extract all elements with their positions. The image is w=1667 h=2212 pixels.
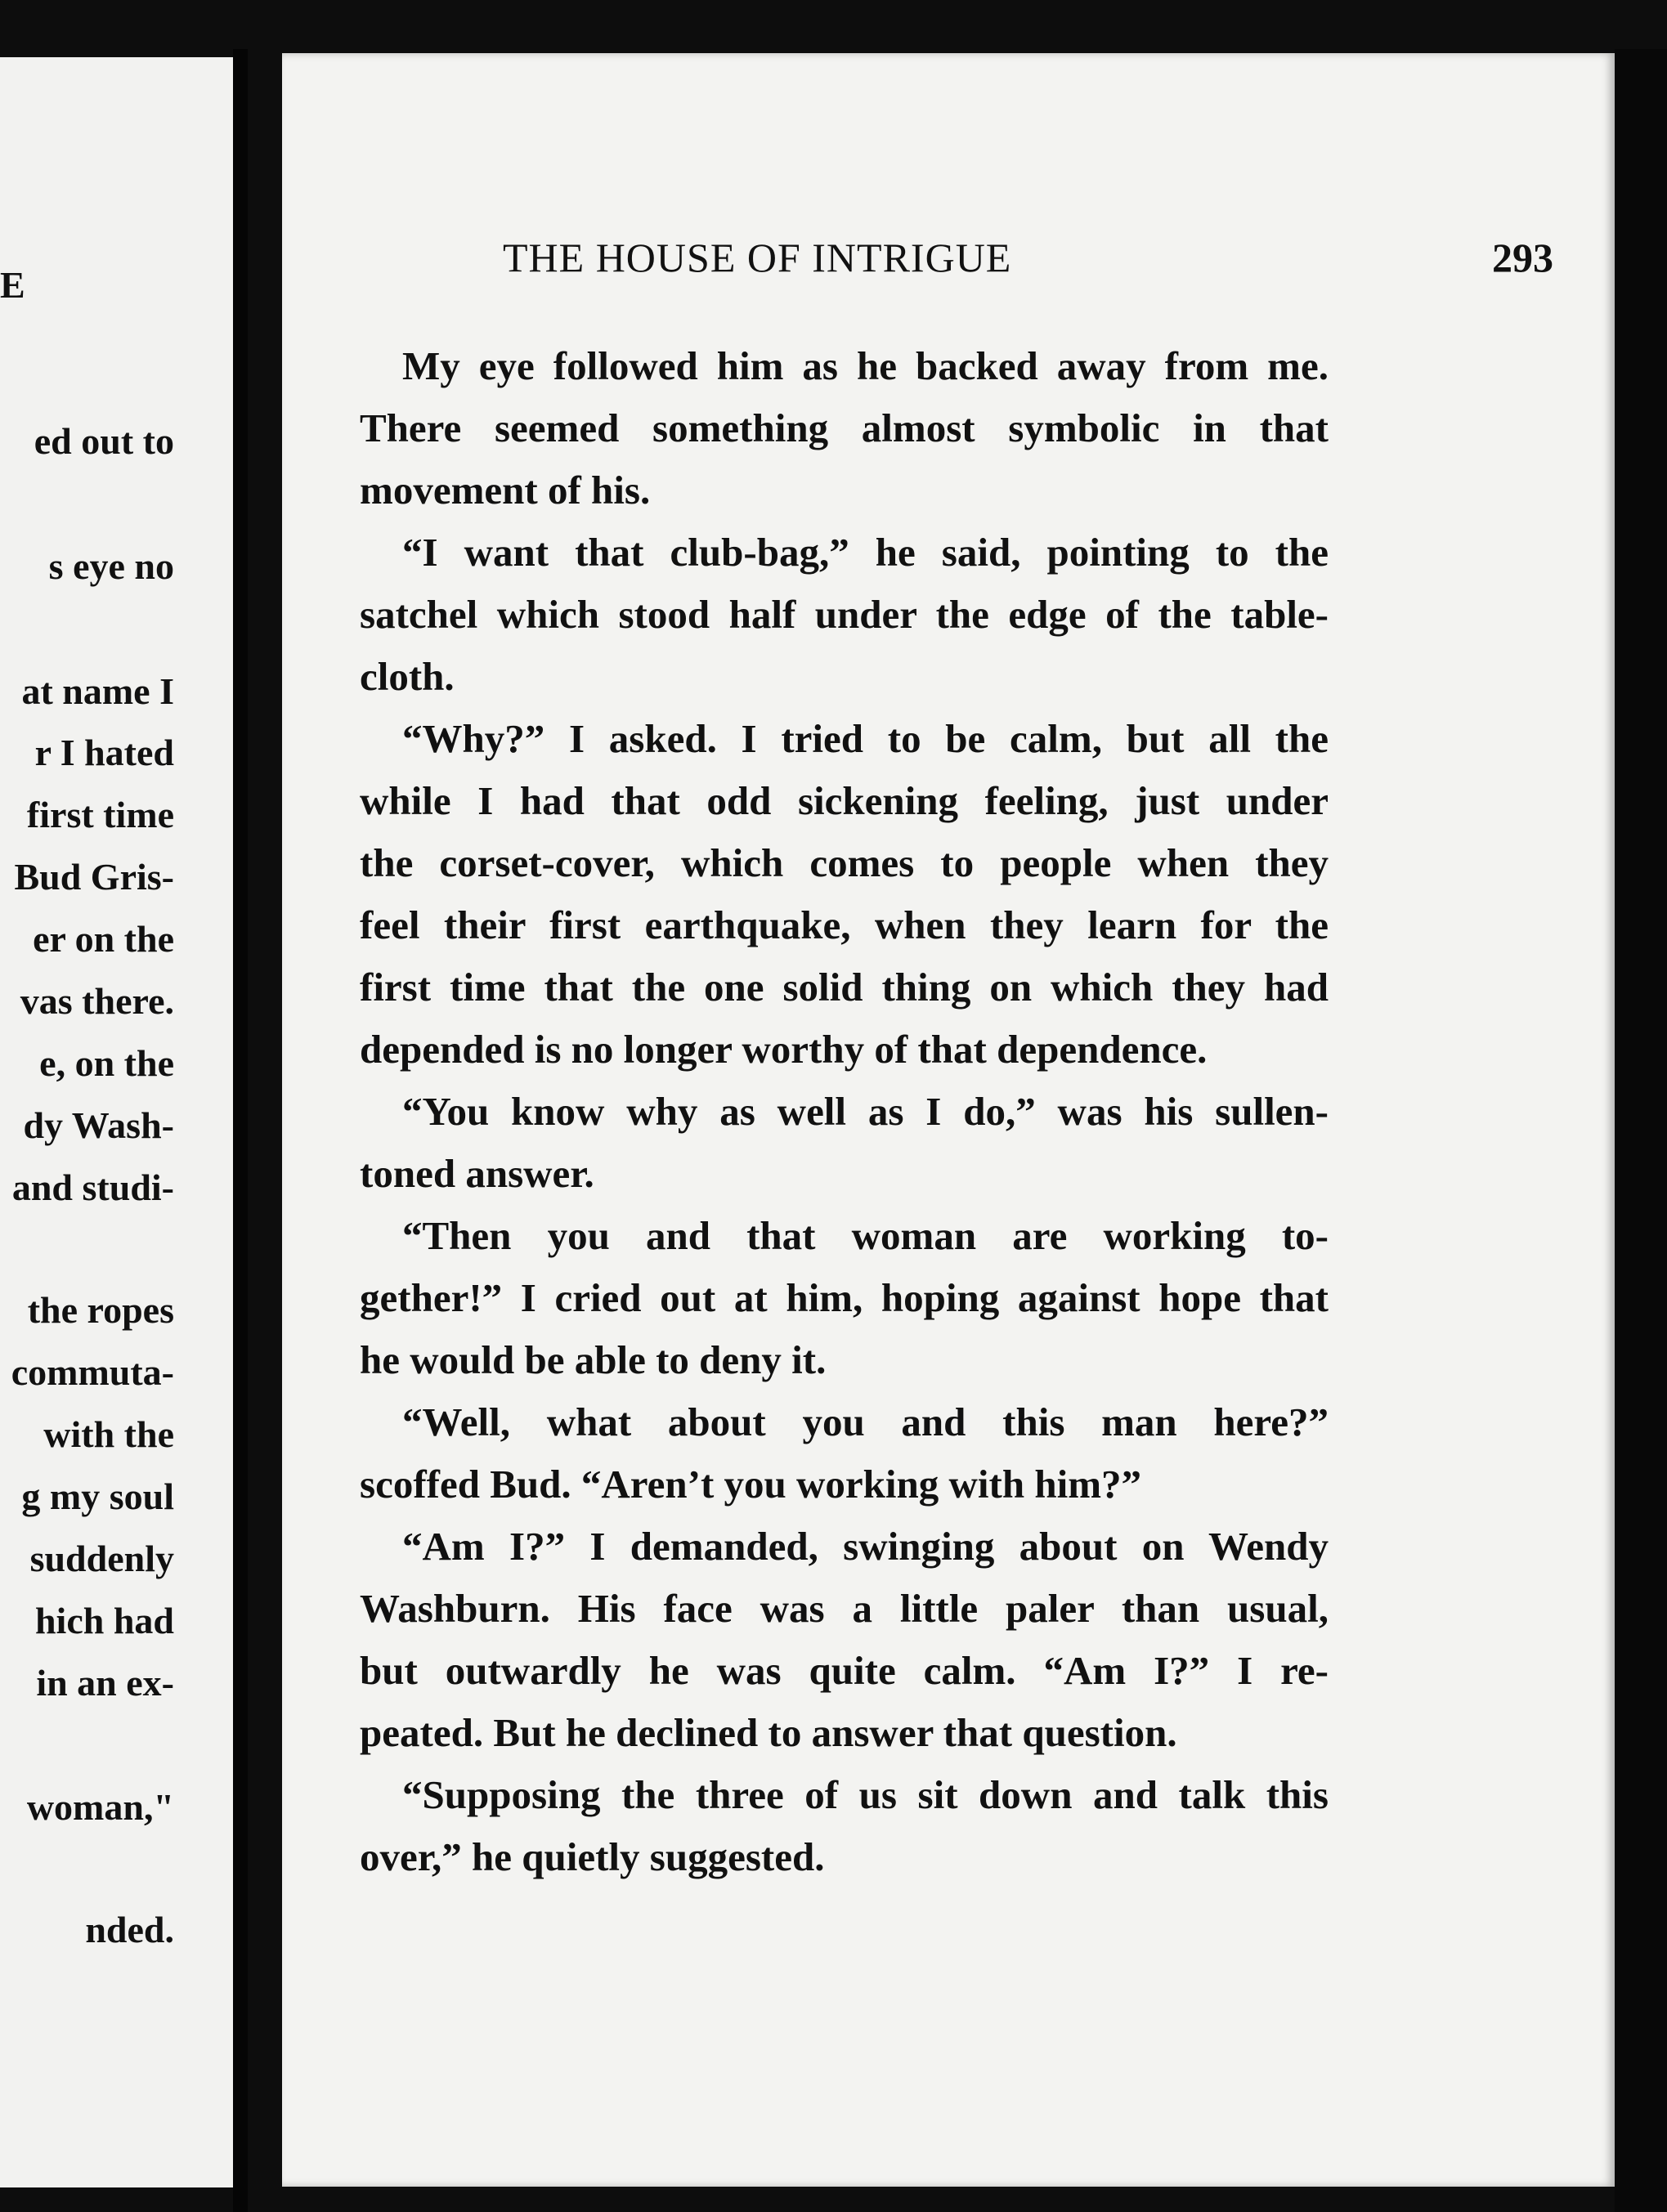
left-line-fragment: suddenly — [29, 1538, 174, 1579]
left-line-fragment: s eye no — [48, 545, 174, 587]
text-line: Washburn. His face was a little paler than usual, — [360, 1586, 1329, 1631]
left-line-fragment: in an ex- — [36, 1662, 174, 1704]
text-line: feel their first earthquake, when they learn for the — [360, 902, 1329, 947]
running-header — [503, 233, 1553, 282]
text-line: “I want that club-bag,” he said, pointing to the — [402, 530, 1329, 575]
left-line-fragment: woman," — [26, 1786, 174, 1828]
left-line-fragment: with the — [43, 1413, 174, 1455]
left-line-fragment: e, on the — [39, 1042, 174, 1084]
book-page — [282, 53, 1615, 2187]
text-line: but outwardly he was quite calm. “Am I?” I re- — [360, 1648, 1329, 1693]
left-page-heading-fragment: E — [0, 264, 25, 306]
left-line-fragment: and studi- — [11, 1166, 174, 1208]
left-line-fragment: commuta- — [11, 1351, 174, 1393]
text-line: over,” he quietly suggested. — [360, 1834, 825, 1879]
text-line: depended is no longer worthy of that dependence. — [360, 1027, 1208, 1072]
text-line: gether!” I cried out at him, hoping against hope that — [360, 1275, 1329, 1320]
text-line: peated. But he declined to answer that question. — [360, 1710, 1177, 1755]
left-line-fragment: at name I — [21, 670, 174, 712]
text-line: first time that the one solid thing on which they had — [360, 965, 1329, 1010]
text-line: There seemed something almost symbolic in that — [360, 405, 1329, 450]
page-right-edge — [1615, 49, 1667, 2212]
text-line: “Well, what about you and this man here?” — [402, 1399, 1329, 1444]
text-line: My eye followed him as he backed away from me. — [402, 343, 1329, 388]
text-line: “Why?” I asked. I tried to be calm, but all the — [402, 716, 1329, 761]
text-line: toned answer. — [360, 1151, 594, 1196]
text-line: scoffed Bud. “Aren’t you working with him?” — [360, 1462, 1142, 1507]
body-text — [360, 335, 1329, 1888]
left-facing-page — [0, 57, 233, 2187]
left-line-fragment: vas there. — [20, 980, 174, 1022]
text-line: “Am I?” I demanded, swinging about on Wendy — [402, 1524, 1329, 1569]
left-line-fragment: dy Wash- — [23, 1104, 174, 1146]
text-line: the corset-cover, which comes to people when they — [360, 840, 1329, 885]
text-line: “Then you and that woman are working to- — [402, 1213, 1329, 1258]
text-line: cloth. — [360, 654, 455, 699]
left-line-fragment: Bud Gris- — [14, 856, 174, 898]
left-line-fragment: er on the — [33, 918, 174, 960]
left-line-fragment: hich had — [34, 1600, 174, 1641]
left-line-fragment: the ropes — [27, 1289, 174, 1331]
text-line: while I had that odd sickening feeling, just under — [360, 778, 1329, 823]
left-line-fragment: nded. — [85, 1909, 174, 1950]
left-line-fragment: ed out to — [34, 420, 174, 462]
book-gutter — [233, 49, 248, 2212]
text-line: “Supposing the three of us sit down and talk this — [402, 1772, 1329, 1817]
text-line: he would be able to deny it. — [360, 1337, 827, 1382]
text-line: movement of his. — [360, 468, 651, 513]
left-line-fragment: first time — [26, 794, 174, 835]
text-line: satchel which stood half under the edge of the table- — [360, 592, 1329, 637]
left-line-fragment: r I hated — [34, 732, 174, 773]
running-title: THE HOUSE OF INTRIGUE — [503, 235, 1012, 280]
text-line: “You know why as well as I do,” was his sullen- — [402, 1089, 1329, 1134]
left-line-fragment: g my soul — [21, 1475, 174, 1517]
page-number: 293 — [1492, 235, 1553, 280]
